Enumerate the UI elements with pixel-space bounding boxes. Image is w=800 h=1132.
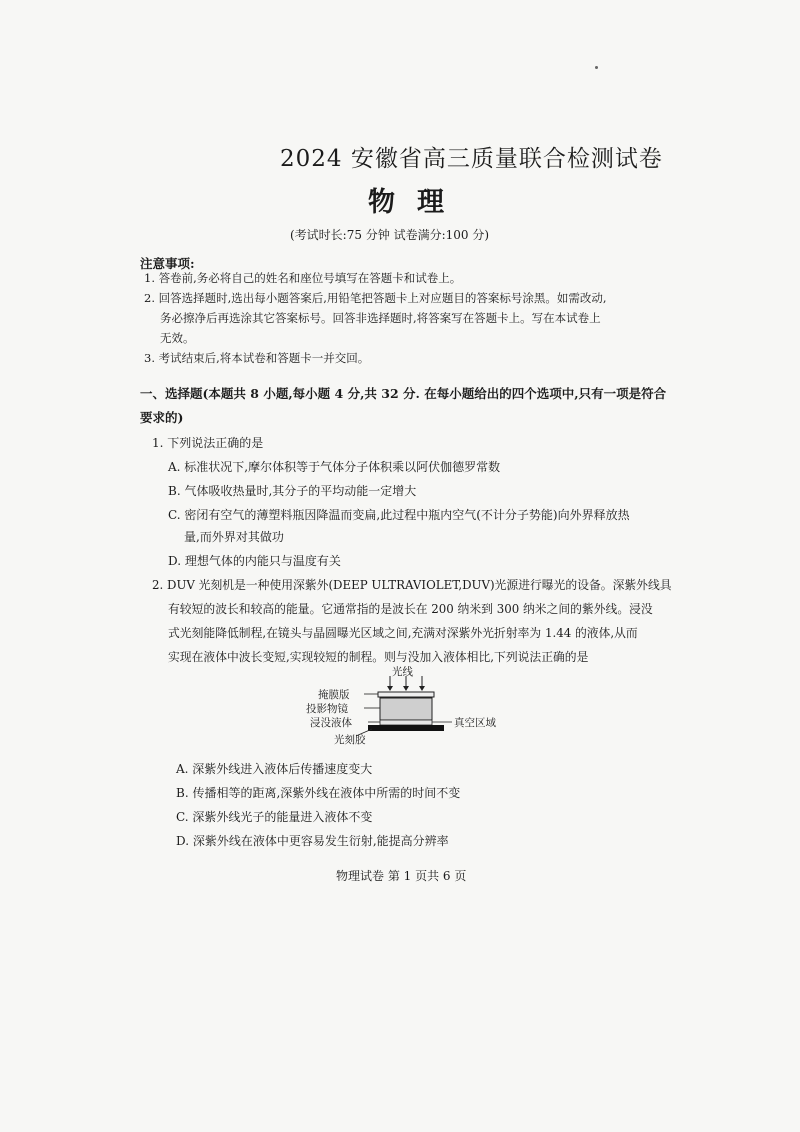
question-1-stem: 1. 下列说法正确的是 (152, 436, 264, 450)
notice-item: 务必擦净后再选涂其它答案标号。回答非选择题时,将答案写在答题卡上。写在本试卷上 (160, 311, 601, 325)
exam-title: 2024 安徽省高三质量联合检测试卷 (280, 146, 663, 172)
projection-lens (380, 698, 432, 720)
mask-plate (378, 692, 434, 697)
page-footer: 物理试卷 第 1 页共 6 页 (336, 869, 467, 883)
label-liquid: 浸没液体 (310, 717, 352, 729)
question-1-option-b: B. 气体吸收热量时,其分子的平均动能一定增大 (168, 484, 417, 498)
section-heading: 一、选择题(本题共 8 小题,每小题 4 分,共 32 分. 在每小题给出的四个选项中,只有一项是符合 (140, 386, 667, 401)
question-1-option-c: C. 密闭有空气的薄塑料瓶因降温而变扁,此过程中瓶内空气(不计分子势能)向外界释放热 (168, 508, 630, 522)
exam-duration: (考试时长:75 分钟 试卷满分:100 分) (290, 228, 490, 242)
label-light: 光线 (392, 666, 413, 678)
notice-item: 无效。 (160, 331, 195, 345)
subject-title: 物理 (368, 187, 466, 218)
scan-speck (595, 66, 598, 69)
question-2-option-b: B. 传播相等的距离,深紫外线在液体中所需的时间不变 (176, 786, 461, 800)
question-2-stem: 2. DUV 光刻机是一种使用深紫外(DEEP ULTRAVIOLET,DUV)光源进行曝光的设备。深紫外线具 (152, 578, 672, 592)
notice-item: 2. 回答选择题时,选出每小题答案后,用铅笔把答题卡上对应题目的答案标号涂黑。如需改动, (144, 291, 607, 305)
notice-item: 1. 答卷前,务必将自己的姓名和座位号填写在答题卡和试卷上。 (144, 271, 462, 285)
question-2-stem: 实现在液体中波长变短,实现较短的制程。则与没加入液体相比,下列说法正确的是 (168, 650, 589, 664)
lithography-diagram (306, 666, 508, 746)
question-2-option-c: C. 深紫外线光子的能量进入液体不变 (176, 810, 373, 824)
question-2-option-d: D. 深紫外线在液体中更容易发生衍射,能提高分辨率 (176, 834, 449, 848)
question-2-stem: 式光刻能降低制程,在镜头与晶圆曝光区域之间,充满对深紫外光折射率为 1.44 的液体,从而 (168, 626, 638, 640)
label-mask: 掩膜版 (318, 689, 350, 701)
section-heading-cont: 要求的) (140, 410, 184, 425)
label-vacuum: 真空区域 (454, 717, 496, 729)
question-1-option-a: A. 标准状况下,摩尔体积等于气体分子体积乘以阿伏伽德罗常数 (168, 460, 501, 474)
question-1-option-d: D. 理想气体的内能只与温度有关 (168, 554, 341, 568)
label-photoresist: 光刻胶 (334, 734, 366, 746)
notice-item: 3. 考试结束后,将本试卷和答题卡一并交回。 (144, 351, 370, 365)
question-1-option-c-cont: 量,而外界对其做功 (184, 530, 284, 544)
label-lens: 投影物镜 (306, 703, 348, 715)
notice-heading: 注意事项: (140, 256, 195, 271)
immersion-liquid (380, 720, 432, 725)
question-2-stem: 有较短的波长和较高的能量。它通常指的是波长在 200 纳米到 300 纳米之间的紫外线。浸没 (168, 602, 653, 616)
question-2-option-a: A. 深紫外线进入液体后传播速度变大 (176, 762, 373, 776)
photoresist-layer (368, 725, 444, 731)
